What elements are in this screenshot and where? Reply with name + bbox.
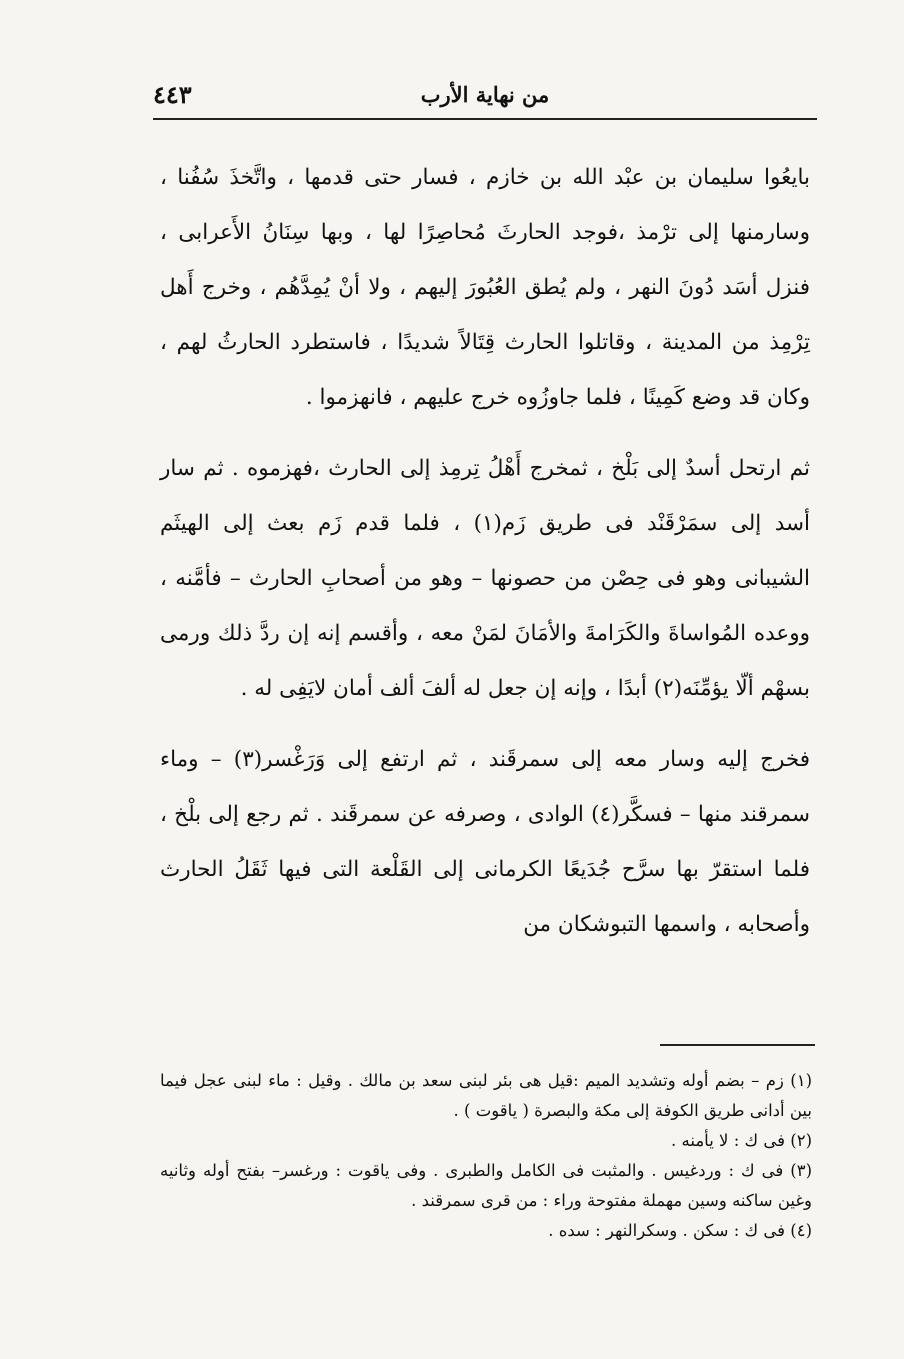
page-header — [153, 76, 817, 120]
running-title: من نهاية الأرب — [420, 82, 550, 107]
header-rule — [153, 118, 817, 120]
footnote-1: (١) زم – بضم أوله وتشديد الميم :قيل هى بئر لبنى سعد بن مالك . وقيل : ماء لبنى عجل فيما بين أدانى طريق الكوفة إلى مكة والبصرة ( ياقوت ) . — [160, 1071, 812, 1120]
footnote-3: (٣) فى ك : وردغيس . والمثبت فى الكامل والطبرى . وفى ياقوت : ورغسر– بفتح أوله وثانيه وغين ساكنه وسين مهملة مفتوحة وراء : من قرى سمرقند . — [160, 1161, 812, 1210]
paragraph-3: فخرج إليه وسار معه إلى سمرقَند ، ثم ارتفع إلى وَرَغْسر(٣) – وماء سمرقند منها – فسكَّر(٤) الوادى ، وصرفه عن سمرقَند . ثم رجع إلى بلْخ ، فلما استقرّ بها سرَّح جُدَيعًا الكرمانى إلى القَلْعة التى فيها ثَقَلُ الحارث وأصحابه ، واسمها التبوشكان من — [160, 747, 810, 937]
footnotes — [160, 1066, 812, 1246]
footnote-4: (٤) فى ك : سكن . وسكرالنهر : سده . — [548, 1221, 812, 1240]
paragraph-1: بايعُوا سليمان بن عبْد الله بن خازم ، فسار حتى قدمها ، واتَّخذَ سُفُنا ، وسارمنها إلى ترْمذ ،فوجد الحارثَ مُحاصِرًا لها ، وبها سِنَانُ الأَعرابى ، فنزل أسَد دُونَ النهر ، ولم يُطق العُبُورَ إليهم ، ولا أنْ يُمِدَّهُم ، وخرج أَهل تِرْمِذ من المدينة ، وقاتلوا الحارث قِتَالاً شديدًا ، فاستطرد الحارثُ لهم ، وكان قد وضع كَمِينًا ، فلما جاوزُوه خرج عليهم ، فانهزموا . — [160, 165, 810, 410]
footnote-2: (٢) فى ك : لا يأمنه . — [671, 1131, 812, 1150]
page-number: ٤٤٣ — [153, 80, 192, 109]
paragraph-2: ثم ارتحل أسدٌ إلى بَلْخ ، ثمخرج أَهْلُ تِرمِذ إلى الحارث ،فهزموه . ثم سار أسد إلى سمَرْقَنْد فى طريق زَم(١) ، فلما قدم زَم بعث إلى الهيثَم الشيبانى وهو فى حِصْن من حصونها – وهو من أصحابِ الحارث – فأمَّنه ، ووعده المُواساةَ والكَرَامةَ والأمَانَ لمَنْ معه ، وأقسم إنه إن ردَّ ذلك ورمى بسهْم ألّا يؤمِّنَه(٢) أبدًا ، وإنه إن جعل له ألفَ ألف أمان لايَفِى له . — [160, 456, 810, 701]
main-text — [160, 150, 810, 952]
footnote-rule — [660, 1044, 815, 1046]
